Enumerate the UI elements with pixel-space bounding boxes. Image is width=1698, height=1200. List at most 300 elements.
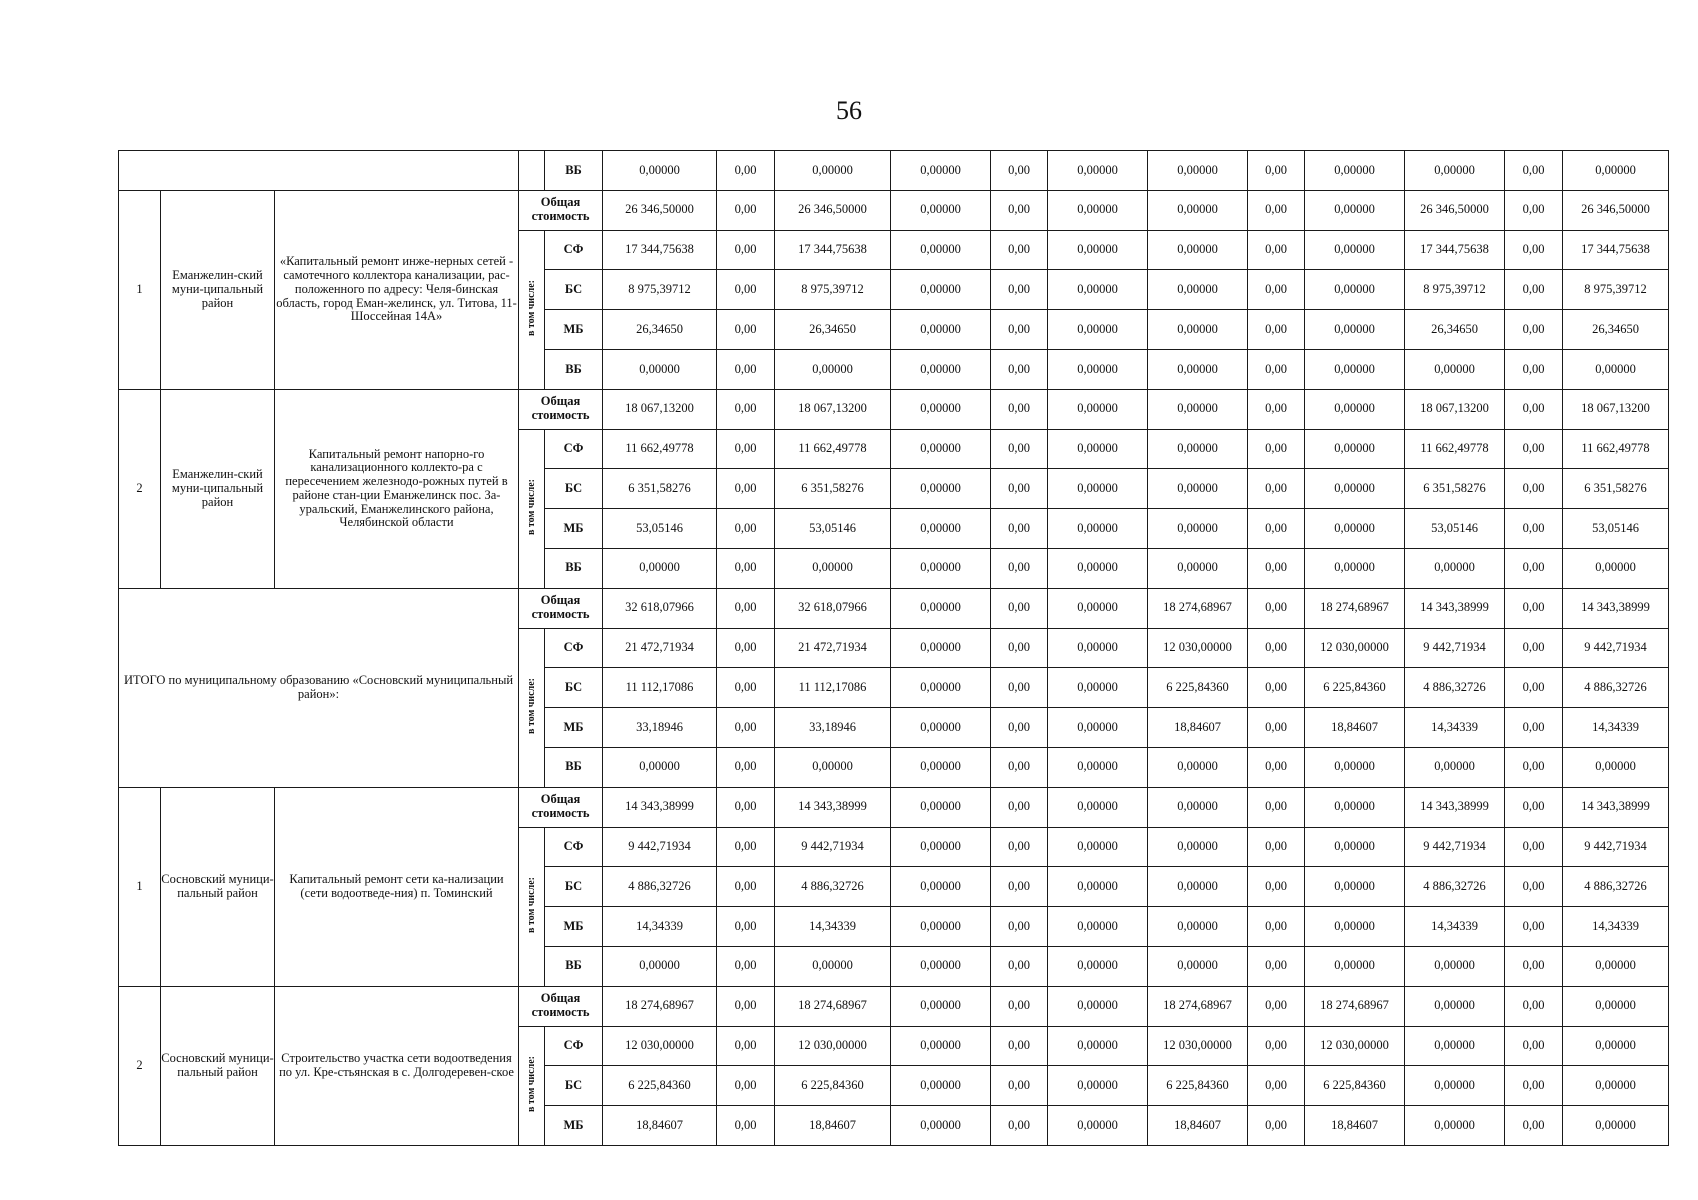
value-cell: 0,00 bbox=[991, 1066, 1048, 1106]
value-cell: 12 030,00000 bbox=[1148, 628, 1248, 668]
value-cell: 0,00 bbox=[991, 310, 1048, 350]
value-cell: 0,00000 bbox=[1305, 310, 1405, 350]
value-cell: 0,00000 bbox=[1405, 747, 1505, 787]
value-cell: 0,00 bbox=[991, 389, 1048, 429]
continuation-blank bbox=[119, 151, 519, 191]
value-cell: 0,00000 bbox=[1563, 986, 1669, 1026]
value-cell: 0,00000 bbox=[1305, 907, 1405, 947]
total-cost-label bbox=[519, 190, 603, 230]
value-cell: 0,00000 bbox=[1148, 907, 1248, 947]
value-cell: 6 225,84360 bbox=[1148, 1066, 1248, 1106]
value-cell: 0,00000 bbox=[1048, 668, 1148, 708]
value-cell: 0,00 bbox=[1505, 907, 1563, 947]
value-cell: 17 344,75638 bbox=[1563, 230, 1669, 270]
value-cell: 0,00 bbox=[717, 1106, 775, 1146]
value-cell: 6 225,84360 bbox=[603, 1066, 717, 1106]
source-code: ВБ bbox=[545, 151, 603, 191]
value-cell: 0,00000 bbox=[891, 907, 991, 947]
value-cell: 0,00 bbox=[717, 827, 775, 867]
total-cost-label-line: Общая bbox=[540, 394, 581, 409]
value-cell: 0,00 bbox=[1248, 668, 1305, 708]
value-cell: 12 030,00000 bbox=[603, 1026, 717, 1066]
value-cell: 0,00000 bbox=[1148, 469, 1248, 509]
value-cell: 8 975,39712 bbox=[603, 270, 717, 310]
value-cell: 0,00000 bbox=[775, 946, 891, 986]
value-cell: 0,00000 bbox=[1048, 588, 1148, 628]
value-cell: 18 067,13200 bbox=[1563, 389, 1669, 429]
value-cell: 0,00000 bbox=[603, 747, 717, 787]
table-row bbox=[119, 588, 1669, 628]
including-label: в том числе: bbox=[526, 478, 538, 535]
value-cell: 0,00 bbox=[1505, 1106, 1563, 1146]
value-cell: 0,00 bbox=[991, 747, 1048, 787]
value-cell: 0,00000 bbox=[1563, 1106, 1669, 1146]
value-cell: 0,00000 bbox=[1305, 787, 1405, 827]
source-code: ВБ bbox=[545, 548, 603, 588]
value-cell: 0,00000 bbox=[891, 708, 991, 748]
value-cell: 0,00 bbox=[1505, 429, 1563, 469]
value-cell: 26 346,50000 bbox=[603, 190, 717, 230]
value-cell: 18,84607 bbox=[1148, 1106, 1248, 1146]
value-cell: 0,00000 bbox=[1305, 469, 1405, 509]
value-cell: 0,00000 bbox=[1305, 509, 1405, 549]
value-cell: 0,00 bbox=[1505, 1026, 1563, 1066]
value-cell: 9 442,71934 bbox=[1405, 628, 1505, 668]
value-cell: 0,00 bbox=[717, 389, 775, 429]
including-label-cell bbox=[519, 827, 545, 986]
value-cell: 12 030,00000 bbox=[1305, 1026, 1405, 1066]
district-name: Сосновский муници-пальный район bbox=[161, 986, 275, 1145]
value-cell: 11 662,49778 bbox=[1563, 429, 1669, 469]
value-cell: 6 225,84360 bbox=[1148, 668, 1248, 708]
value-cell: 0,00 bbox=[1248, 151, 1305, 191]
value-cell: 0,00000 bbox=[1405, 151, 1505, 191]
value-cell: 18 067,13200 bbox=[775, 389, 891, 429]
value-cell: 0,00000 bbox=[1305, 270, 1405, 310]
value-cell: 0,00 bbox=[1505, 230, 1563, 270]
value-cell: 0,00000 bbox=[775, 548, 891, 588]
value-cell: 17 344,75638 bbox=[775, 230, 891, 270]
value-cell: 0,00 bbox=[1248, 588, 1305, 628]
including-label: в том числе: bbox=[526, 1055, 538, 1112]
total-cost-label-line: Общая bbox=[540, 593, 581, 608]
source-code: МБ bbox=[545, 310, 603, 350]
value-cell: 6 351,58276 bbox=[603, 469, 717, 509]
row-number: 1 bbox=[119, 787, 161, 986]
value-cell: 0,00 bbox=[1248, 190, 1305, 230]
value-cell: 11 662,49778 bbox=[1405, 429, 1505, 469]
value-cell: 0,00000 bbox=[1048, 310, 1148, 350]
value-cell: 12 030,00000 bbox=[775, 1026, 891, 1066]
value-cell: 0,00 bbox=[991, 986, 1048, 1026]
value-cell: 32 618,07966 bbox=[775, 588, 891, 628]
value-cell: 0,00000 bbox=[891, 151, 991, 191]
value-cell: 0,00000 bbox=[891, 946, 991, 986]
value-cell: 0,00000 bbox=[1305, 747, 1405, 787]
value-cell: 0,00000 bbox=[1048, 628, 1148, 668]
value-cell: 0,00 bbox=[1505, 190, 1563, 230]
value-cell: 0,00000 bbox=[1563, 1066, 1669, 1106]
value-cell: 9 442,71934 bbox=[1563, 628, 1669, 668]
value-cell: 4 886,32726 bbox=[603, 867, 717, 907]
object-name: Капитальный ремонт напорно-го канализационного коллекто-ра с пересечением железнодо-рожных путей в районе стан-ции Еманжелинск пос. За-уральский, Еманжелинского района, Челябинской области bbox=[275, 389, 519, 588]
value-cell: 0,00 bbox=[1248, 787, 1305, 827]
row-number: 2 bbox=[119, 986, 161, 1145]
value-cell: 0,00000 bbox=[1563, 946, 1669, 986]
value-cell: 0,00 bbox=[1505, 986, 1563, 1026]
value-cell: 0,00 bbox=[1505, 708, 1563, 748]
value-cell: 18,84607 bbox=[1305, 708, 1405, 748]
value-cell: 0,00000 bbox=[891, 588, 991, 628]
value-cell: 0,00000 bbox=[891, 668, 991, 708]
value-cell: 0,00 bbox=[717, 867, 775, 907]
value-cell: 26 346,50000 bbox=[775, 190, 891, 230]
source-code: СФ bbox=[545, 230, 603, 270]
value-cell: 0,00 bbox=[991, 787, 1048, 827]
total-cost-label-line: стоимость bbox=[531, 209, 590, 224]
value-cell: 0,00 bbox=[991, 190, 1048, 230]
total-cost-label-line: стоимость bbox=[531, 806, 590, 821]
value-cell: 0,00000 bbox=[1048, 1106, 1148, 1146]
value-cell: 14 343,38999 bbox=[603, 787, 717, 827]
value-cell: 0,00 bbox=[1248, 1106, 1305, 1146]
value-cell: 11 662,49778 bbox=[775, 429, 891, 469]
value-cell: 0,00 bbox=[1248, 469, 1305, 509]
value-cell: 0,00000 bbox=[1405, 1106, 1505, 1146]
value-cell: 0,00 bbox=[717, 907, 775, 947]
object-name: Капитальный ремонт сети ка-нализации (сети водоотведе-ния) п. Томинский bbox=[275, 787, 519, 986]
table-row bbox=[119, 389, 1669, 429]
value-cell: 0,00 bbox=[991, 867, 1048, 907]
value-cell: 53,05146 bbox=[1563, 509, 1669, 549]
value-cell: 14,34339 bbox=[1563, 907, 1669, 947]
table-row bbox=[119, 151, 1669, 191]
value-cell: 0,00000 bbox=[1148, 190, 1248, 230]
value-cell: 0,00000 bbox=[891, 986, 991, 1026]
value-cell: 0,00000 bbox=[1148, 429, 1248, 469]
value-cell: 0,00000 bbox=[891, 190, 991, 230]
value-cell: 0,00 bbox=[991, 509, 1048, 549]
value-cell: 0,00000 bbox=[1148, 270, 1248, 310]
value-cell: 0,00 bbox=[991, 1026, 1048, 1066]
value-cell: 32 618,07966 bbox=[603, 588, 717, 628]
row-number: 2 bbox=[119, 389, 161, 588]
value-cell: 0,00 bbox=[717, 190, 775, 230]
value-cell: 12 030,00000 bbox=[1305, 628, 1405, 668]
value-cell: 0,00000 bbox=[891, 389, 991, 429]
source-code: СФ bbox=[545, 628, 603, 668]
value-cell: 0,00000 bbox=[1048, 1066, 1148, 1106]
source-code: СФ bbox=[545, 429, 603, 469]
value-cell: 0,00 bbox=[717, 270, 775, 310]
value-cell: 0,00000 bbox=[1405, 1066, 1505, 1106]
value-cell: 0,00 bbox=[1505, 747, 1563, 787]
value-cell: 0,00000 bbox=[1148, 151, 1248, 191]
value-cell: 0,00 bbox=[1505, 588, 1563, 628]
value-cell: 0,00000 bbox=[891, 747, 991, 787]
value-cell: 0,00 bbox=[991, 907, 1048, 947]
value-cell: 0,00000 bbox=[1048, 907, 1148, 947]
value-cell: 6 351,58276 bbox=[1563, 469, 1669, 509]
source-code: ВБ bbox=[545, 747, 603, 787]
value-cell: 26 346,50000 bbox=[1405, 190, 1505, 230]
value-cell: 0,00000 bbox=[1048, 548, 1148, 588]
value-cell: 0,00000 bbox=[1405, 1026, 1505, 1066]
value-cell: 0,00 bbox=[991, 270, 1048, 310]
value-cell: 0,00 bbox=[991, 708, 1048, 748]
value-cell: 0,00000 bbox=[891, 349, 991, 389]
value-cell: 0,00 bbox=[991, 827, 1048, 867]
value-cell: 14,34339 bbox=[603, 907, 717, 947]
value-cell: 0,00000 bbox=[1305, 429, 1405, 469]
value-cell: 0,00 bbox=[1505, 389, 1563, 429]
value-cell: 0,00000 bbox=[891, 787, 991, 827]
value-cell: 0,00000 bbox=[891, 429, 991, 469]
value-cell: 0,00000 bbox=[775, 747, 891, 787]
value-cell: 0,00 bbox=[1505, 1066, 1563, 1106]
value-cell: 0,00 bbox=[717, 230, 775, 270]
value-cell: 18 274,68967 bbox=[1305, 986, 1405, 1026]
value-cell: 0,00 bbox=[1505, 469, 1563, 509]
including-label-cell bbox=[519, 429, 545, 588]
value-cell: 0,00000 bbox=[1048, 867, 1148, 907]
value-cell: 53,05146 bbox=[603, 509, 717, 549]
value-cell: 0,00000 bbox=[1305, 190, 1405, 230]
value-cell: 0,00 bbox=[1248, 867, 1305, 907]
source-code: МБ bbox=[545, 907, 603, 947]
value-cell: 0,00000 bbox=[1048, 946, 1148, 986]
value-cell: 14 343,38999 bbox=[1405, 787, 1505, 827]
value-cell: 0,00 bbox=[717, 429, 775, 469]
value-cell: 4 886,32726 bbox=[775, 867, 891, 907]
total-cost-label bbox=[519, 588, 603, 628]
value-cell: 0,00 bbox=[717, 668, 775, 708]
value-cell: 6 225,84360 bbox=[1305, 668, 1405, 708]
value-cell: 0,00 bbox=[717, 588, 775, 628]
value-cell: 0,00 bbox=[1248, 548, 1305, 588]
value-cell: 0,00000 bbox=[1148, 349, 1248, 389]
value-cell: 4 886,32726 bbox=[1563, 668, 1669, 708]
value-cell: 0,00000 bbox=[1048, 270, 1148, 310]
value-cell: 18 067,13200 bbox=[1405, 389, 1505, 429]
value-cell: 0,00 bbox=[991, 1106, 1048, 1146]
value-cell: 0,00000 bbox=[603, 151, 717, 191]
value-cell: 18 274,68967 bbox=[775, 986, 891, 1026]
value-cell: 0,00000 bbox=[1305, 946, 1405, 986]
value-cell: 0,00 bbox=[1248, 310, 1305, 350]
value-cell: 0,00 bbox=[717, 747, 775, 787]
value-cell: 0,00000 bbox=[891, 628, 991, 668]
value-cell: 33,18946 bbox=[775, 708, 891, 748]
value-cell: 0,00000 bbox=[1048, 151, 1148, 191]
district-name: Еманжелин-ский муни-ципальный район bbox=[161, 389, 275, 588]
value-cell: 14 343,38999 bbox=[1405, 588, 1505, 628]
value-cell: 14 343,38999 bbox=[775, 787, 891, 827]
object-name: «Капитальный ремонт инже-нерных сетей - самотечного коллектора канализации, рас-положенного по адресу: Челя-бинская область, город Еман-желинск, ул. Титова, 11-Шоссейная 14А» bbox=[275, 190, 519, 389]
value-cell: 26 346,50000 bbox=[1563, 190, 1669, 230]
value-cell: 0,00000 bbox=[891, 310, 991, 350]
source-code: МБ bbox=[545, 509, 603, 549]
value-cell: 0,00000 bbox=[1305, 548, 1405, 588]
value-cell: 33,18946 bbox=[603, 708, 717, 748]
value-cell: 0,00000 bbox=[1305, 867, 1405, 907]
value-cell: 0,00000 bbox=[891, 867, 991, 907]
value-cell: 26,34650 bbox=[1563, 310, 1669, 350]
value-cell: 0,00 bbox=[991, 230, 1048, 270]
value-cell: 0,00 bbox=[1505, 787, 1563, 827]
source-code: БС bbox=[545, 1066, 603, 1106]
value-cell: 0,00000 bbox=[1048, 389, 1148, 429]
value-cell: 0,00000 bbox=[1148, 230, 1248, 270]
value-cell: 0,00000 bbox=[1305, 827, 1405, 867]
value-cell: 0,00000 bbox=[891, 1106, 991, 1146]
object-name: Строительство участка сети водоотведения по ул. Кре-стьянская в с. Долгодеревен-ское bbox=[275, 986, 519, 1145]
table-row bbox=[119, 986, 1669, 1026]
value-cell: 21 472,71934 bbox=[775, 628, 891, 668]
value-cell: 26,34650 bbox=[603, 310, 717, 350]
value-cell: 14,34339 bbox=[775, 907, 891, 947]
value-cell: 0,00000 bbox=[1148, 827, 1248, 867]
value-cell: 0,00000 bbox=[891, 509, 991, 549]
value-cell: 0,00 bbox=[717, 708, 775, 748]
value-cell: 0,00 bbox=[717, 310, 775, 350]
value-cell: 0,00000 bbox=[1048, 349, 1148, 389]
value-cell: 0,00 bbox=[1248, 907, 1305, 947]
value-cell: 0,00000 bbox=[1048, 827, 1148, 867]
value-cell: 0,00000 bbox=[1305, 151, 1405, 191]
source-code: БС bbox=[545, 867, 603, 907]
value-cell: 0,00000 bbox=[891, 1026, 991, 1066]
value-cell: 0,00000 bbox=[1563, 349, 1669, 389]
value-cell: 18 274,68967 bbox=[1148, 986, 1248, 1026]
source-code: БС bbox=[545, 469, 603, 509]
value-cell: 8 975,39712 bbox=[775, 270, 891, 310]
value-cell: 0,00000 bbox=[891, 827, 991, 867]
value-cell: 0,00 bbox=[991, 469, 1048, 509]
value-cell: 0,00000 bbox=[1148, 389, 1248, 429]
including-label: в том числе: bbox=[526, 279, 538, 336]
source-code: БС bbox=[545, 270, 603, 310]
continuation-blank bbox=[519, 151, 545, 191]
value-cell: 0,00 bbox=[717, 1026, 775, 1066]
value-cell: 9 442,71934 bbox=[1405, 827, 1505, 867]
value-cell: 0,00000 bbox=[1148, 946, 1248, 986]
value-cell: 0,00 bbox=[717, 548, 775, 588]
including-label-cell bbox=[519, 628, 545, 787]
source-code: ВБ bbox=[545, 946, 603, 986]
value-cell: 18 274,68967 bbox=[1148, 588, 1248, 628]
value-cell: 0,00000 bbox=[891, 469, 991, 509]
including-label: в том числе: bbox=[526, 677, 538, 734]
value-cell: 18,84607 bbox=[775, 1106, 891, 1146]
total-cost-label-line: Общая bbox=[540, 195, 581, 210]
value-cell: 0,00 bbox=[991, 668, 1048, 708]
value-cell: 0,00 bbox=[1505, 628, 1563, 668]
value-cell: 0,00 bbox=[1248, 946, 1305, 986]
value-cell: 6 351,58276 bbox=[1405, 469, 1505, 509]
value-cell: 0,00000 bbox=[1048, 747, 1148, 787]
value-cell: 9 442,71934 bbox=[775, 827, 891, 867]
value-cell: 18 274,68967 bbox=[603, 986, 717, 1026]
value-cell: 53,05146 bbox=[1405, 509, 1505, 549]
source-code: СФ bbox=[545, 1026, 603, 1066]
value-cell: 0,00000 bbox=[1048, 986, 1148, 1026]
value-cell: 0,00 bbox=[991, 588, 1048, 628]
value-cell: 0,00 bbox=[991, 548, 1048, 588]
value-cell: 14 343,38999 bbox=[1563, 787, 1669, 827]
total-cost-label bbox=[519, 787, 603, 827]
value-cell: 11 112,17086 bbox=[775, 668, 891, 708]
value-cell: 0,00000 bbox=[1148, 787, 1248, 827]
value-cell: 0,00000 bbox=[1563, 548, 1669, 588]
value-cell: 0,00000 bbox=[1405, 349, 1505, 389]
value-cell: 11 112,17086 bbox=[603, 668, 717, 708]
value-cell: 0,00 bbox=[1248, 827, 1305, 867]
value-cell: 4 886,32726 bbox=[1563, 867, 1669, 907]
value-cell: 0,00 bbox=[1248, 230, 1305, 270]
total-cost-label-line: стоимость bbox=[531, 1005, 590, 1020]
total-cost-label-line: Общая bbox=[540, 792, 581, 807]
including-label: в том числе: bbox=[526, 876, 538, 933]
value-cell: 18 067,13200 bbox=[603, 389, 717, 429]
source-code: МБ bbox=[545, 1106, 603, 1146]
total-cost-label bbox=[519, 389, 603, 429]
value-cell: 0,00 bbox=[1248, 747, 1305, 787]
value-cell: 0,00 bbox=[717, 628, 775, 668]
source-code: БС bbox=[545, 668, 603, 708]
total-cost-label-line: стоимость bbox=[531, 408, 590, 423]
value-cell: 14,34339 bbox=[1563, 708, 1669, 748]
row-number: 1 bbox=[119, 190, 161, 389]
value-cell: 18,84607 bbox=[1148, 708, 1248, 748]
financing-table bbox=[118, 150, 1669, 1146]
value-cell: 0,00000 bbox=[1048, 190, 1148, 230]
value-cell: 0,00 bbox=[1248, 986, 1305, 1026]
value-cell: 0,00 bbox=[717, 469, 775, 509]
value-cell: 18,84607 bbox=[1305, 1106, 1405, 1146]
value-cell: 0,00 bbox=[1505, 270, 1563, 310]
value-cell: 4 886,32726 bbox=[1405, 867, 1505, 907]
value-cell: 0,00 bbox=[991, 349, 1048, 389]
value-cell: 0,00 bbox=[717, 151, 775, 191]
value-cell: 0,00000 bbox=[891, 1066, 991, 1106]
district-name: Сосновский муници-пальный район bbox=[161, 787, 275, 986]
value-cell: 0,00 bbox=[991, 628, 1048, 668]
value-cell: 0,00000 bbox=[1405, 946, 1505, 986]
total-cost-label bbox=[519, 986, 603, 1026]
value-cell: 26,34650 bbox=[1405, 310, 1505, 350]
value-cell: 6 351,58276 bbox=[775, 469, 891, 509]
value-cell: 0,00000 bbox=[775, 349, 891, 389]
value-cell: 0,00000 bbox=[1305, 230, 1405, 270]
value-cell: 12 030,00000 bbox=[1148, 1026, 1248, 1066]
district-name: Еманжелин-ский муни-ципальный район bbox=[161, 190, 275, 389]
value-cell: 26,34650 bbox=[775, 310, 891, 350]
value-cell: 0,00000 bbox=[1563, 151, 1669, 191]
value-cell: 0,00 bbox=[991, 946, 1048, 986]
value-cell: 0,00 bbox=[1248, 389, 1305, 429]
value-cell: 0,00000 bbox=[1048, 1026, 1148, 1066]
including-label-cell bbox=[519, 230, 545, 389]
value-cell: 18,84607 bbox=[603, 1106, 717, 1146]
value-cell: 0,00 bbox=[717, 509, 775, 549]
value-cell: 0,00 bbox=[717, 986, 775, 1026]
value-cell: 0,00 bbox=[1505, 827, 1563, 867]
value-cell: 0,00000 bbox=[1048, 787, 1148, 827]
value-cell: 17 344,75638 bbox=[1405, 230, 1505, 270]
value-cell: 0,00 bbox=[1248, 708, 1305, 748]
value-cell: 0,00000 bbox=[1405, 548, 1505, 588]
